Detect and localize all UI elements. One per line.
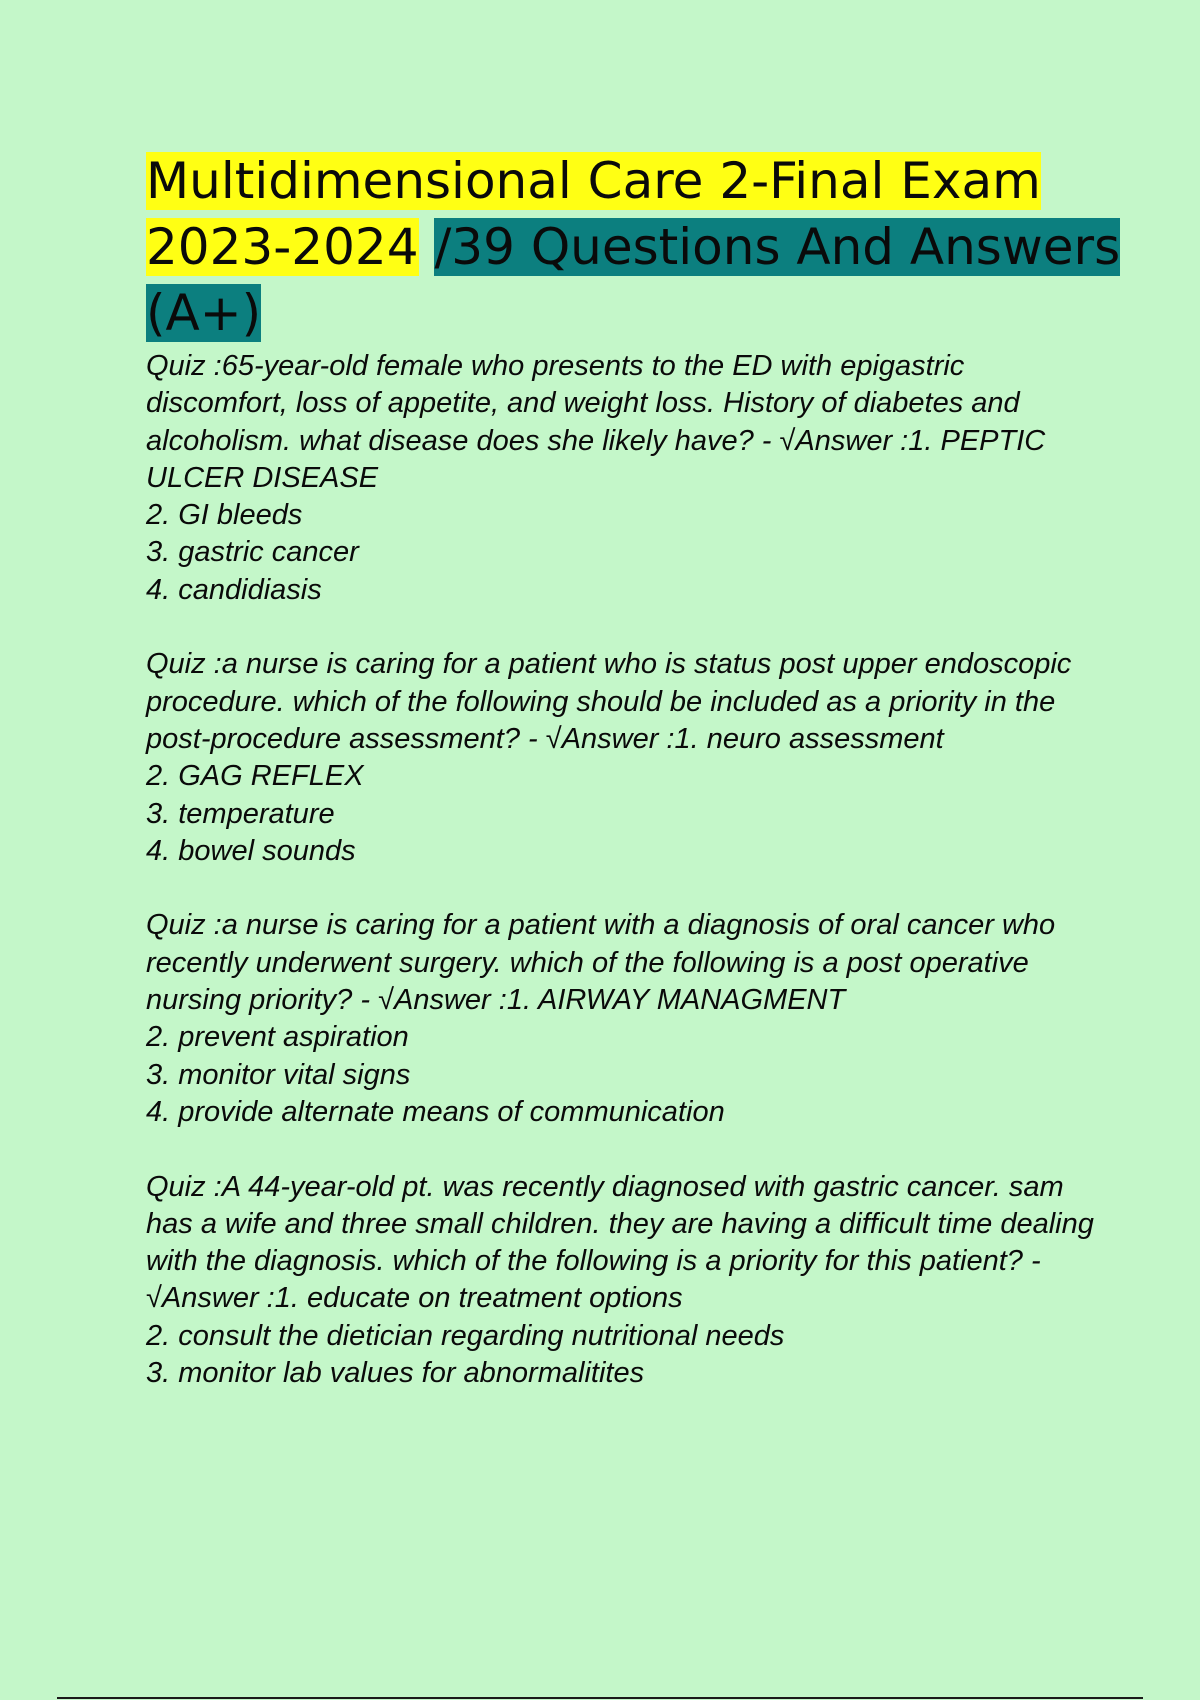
quiz-item (146, 348, 1096, 609)
quiz-option: 4. provide alternate means of communication (146, 1095, 725, 1128)
quiz-option: 3. monitor vital signs (146, 1058, 411, 1091)
document-title (146, 148, 1126, 346)
quiz-option: 2. GI bleeds (146, 499, 303, 532)
quiz-question: Quiz :65-year-old female who presents to the ED with epigastric discomfort, loss of appetite, and weight loss. History of diabetes and alcoholism. what disease does she likely have? - √Answer :1. PEPTIC ULCER DISEASE (146, 350, 1046, 494)
quiz-option: 2. prevent aspiration (146, 1021, 409, 1054)
title-highlight-yellow: Multidimensional Care 2-Final Exam 2023-2024 (146, 152, 1041, 276)
quiz-question: Quiz :a nurse is caring for a patient who is status post upper endoscopic procedure. which of the following should be included as a priority in the post-procedure assessment? - √Answer :1. neuro assessment (146, 648, 1072, 755)
quiz-item (146, 1169, 1096, 1393)
quiz-item (146, 907, 1096, 1131)
quiz-option: 2. consult the dietician regarding nutritional needs (146, 1319, 785, 1352)
quiz-option: 3. monitor lab values for abnormalitites (146, 1357, 645, 1390)
quiz-option: 3. gastric cancer (146, 536, 359, 569)
quiz-option: 4. candidiasis (146, 573, 322, 606)
quiz-option: 4. bowel sounds (146, 834, 356, 867)
quiz-option: 2. GAG REFLEX (146, 760, 364, 793)
quiz-option: 3. temperature (146, 797, 335, 830)
title-highlight-teal: /39 Questions And Answers (A+) (146, 218, 1121, 342)
quiz-item (146, 646, 1096, 870)
quiz-question: Quiz :a nurse is caring for a patient with a diagnosis of oral cancer who recently underwent surgery. which of the following is a post operative nursing priority? - √Answer :1. AIRWAY MANAGMENT (146, 909, 1056, 1017)
quiz-question: Quiz :A 44-year-old pt. was recently diagnosed with gastric cancer. sam has a wife and three small children. they are having a difficult time dealing with the diagnosis. which of the following is a priority for this patient? - √Answer :1. educate on treatment options (146, 1170, 1094, 1315)
footer-divider (57, 1697, 1143, 1699)
quiz-content (146, 348, 1096, 1430)
